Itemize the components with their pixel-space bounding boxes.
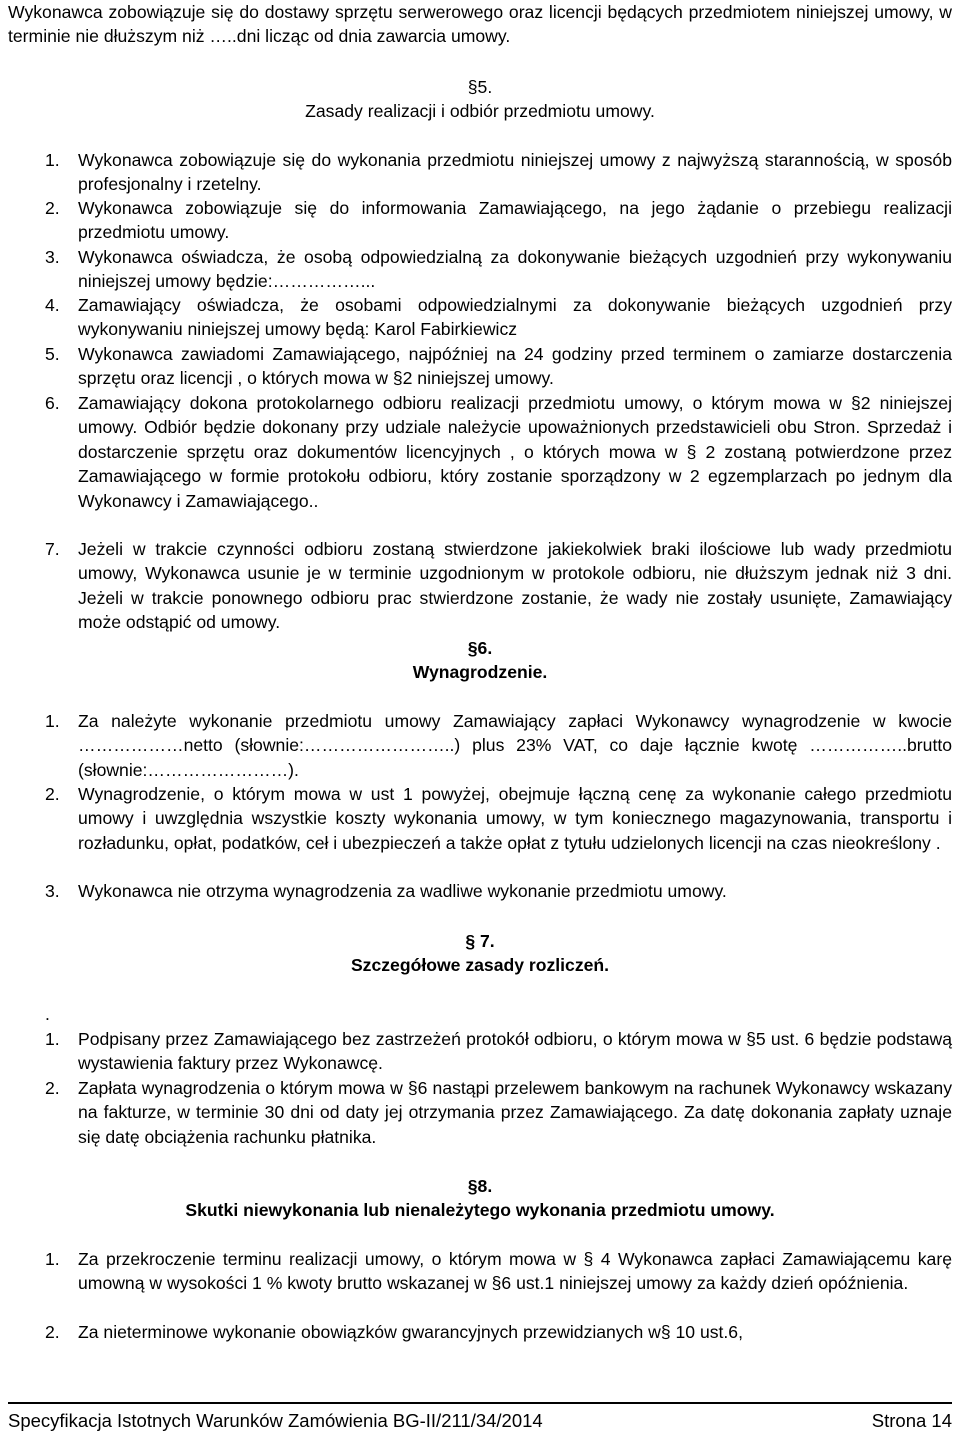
list-item-text: Zapłata wynagrodzenia o którym mowa w §6 nastąpi przelewem bankowym na rachunek Wykonawcy wskazany na fakturze, w terminie 30 dni od daty jej otrzymania przez Zamawiającego. Za datę dokonania zapłaty uznaje się datę obciążenia rachunku płatnika. [78, 1078, 952, 1147]
section-7-title: Szczegółowe zasady rozliczeń. [350, 955, 610, 975]
footer-document-title: Specyfikacja Istotnych Warunków Zamówienia BG-II/211/34/2014 [8, 1410, 543, 1431]
section-5-number: §5. [467, 77, 493, 97]
intro-paragraph: Wykonawca zobowiązuje się do dostawy sprzętu serwerowego oraz licencji będących przedmiotem niniejszej umowy, w terminie nie dłuższym niż …..dni licząc od dnia zawarcia umowy. [8, 2, 952, 47]
stray-dot: . [45, 1004, 50, 1024]
section-8-title: Skutki niewykonania lub nienależytego wykonania przedmiotu umowy. [185, 1200, 775, 1220]
list-item-number: 2. [45, 1322, 60, 1342]
list-item-text: Jeżeli w trakcie czynności odbioru zostaną stwierdzone jakiekolwiek braki ilościowe lub wady przedmiotu umowy, Wykonawca usunie je w terminie uzgodnionym w protokole odbioru, nie dłuższym jednak niż 3 dni. Jeżeli w trakcie ponownego odbioru prac stwierdzone zostanie, że wady nie zostały usunięte, Zamawiający może odstąpić od umowy. [78, 539, 952, 633]
list-item-number: 3. [45, 247, 60, 267]
list-item-text: Za należyte wykonanie przedmiotu umowy Zamawiający zapłaci Wykonawcy wynagrodzenie w kwocie ………………netto (słownie:……………………..) plus 23% VAT, co daje łącznie kwotę ……………..brutto (słownie:……………………). [78, 711, 952, 780]
list-item-number: 7. [45, 539, 60, 559]
list-item-number: 2. [45, 198, 60, 218]
footer-divider [8, 1402, 952, 1404]
list-item-number: 1. [45, 150, 60, 170]
list-item-text: Wykonawca zobowiązuje się do informowania Zamawiającego, na jego żądanie o przebiegu realizacji przedmiotu umowy. [78, 198, 952, 243]
list-item-text: Wykonawca oświadcza, że osobą odpowiedzialną za dokonywanie bieżących uzgodnień przy wykonywaniu niniejszej umowy będzie:……………... [78, 247, 952, 292]
list-item-text: Za przekroczenie terminu realizacji umowy, o którym mowa w § 4 Wykonawca zapłaci Zamawiającemu karę umowną w wysokości 1 % kwoty brutto wskazanej w §6 ust.1 niniejszej umowy za każdy dzień opóźnienia. [78, 1249, 952, 1294]
list-item-number: 4. [45, 295, 60, 315]
list-item-number: 5. [45, 344, 60, 364]
list-item-text: Wynagrodzenie, o którym mowa w ust 1 powyżej, obejmuje łączną cenę za wykonanie całego przedmiotu umowy i uwzględnia wszystkie koszty wykonania umowy, w tym koniecznego magazynowania, transportu i rozładunku, opłat, podatków, ceł i ubezpieczeń a także opłat z tytułu udzielonych licencji na czas nieokreślony . [78, 784, 952, 853]
section-7-number: § 7. [465, 931, 495, 951]
section-6-title: Wynagrodzenie. [412, 662, 548, 682]
list-item-number: 2. [45, 1078, 60, 1098]
section-5-title: Zasady realizacji i odbiór przedmiotu umowy. [305, 101, 655, 121]
list-item-text: Zamawiający dokona protokolarnego odbioru realizacji przedmiotu umowy, o którym mowa w §2 niniejszej umowy. Odbiór będzie dokonany przy udziale należycie upoważnionych przedstawicieli obu Stron. Sprzedaż i dostarczenie sprzętu oraz dokumentów licencyjnych , o których mowa w § 2 zostaną potwierdzone przez Zamawiającego w formie protokołu odbioru, który zostanie sporządzony w 2 egzemplarzach po jednym dla Wykonawcy i Zamawiającego.. [78, 393, 952, 511]
list-item-number: 1. [45, 1029, 60, 1049]
list-item-number: 2. [45, 784, 60, 804]
list-item-text: Wykonawca nie otrzyma wynagrodzenia za wadliwe wykonanie przedmiotu umowy. [78, 881, 727, 901]
list-item-text: Wykonawca zawiadomi Zamawiającego, najpóźniej na 24 godziny przed terminem o zamiarze dostarczenia sprzętu oraz licencji , o których mowa w §2 niniejszej umowy. [78, 344, 952, 389]
list-item-number: 3. [45, 881, 60, 901]
list-item-number: 6. [45, 393, 60, 413]
list-item-number: 1. [45, 1249, 60, 1269]
list-item-text: Za nieterminowe wykonanie obowiązków gwarancyjnych przewidzianych w§ 10 ust.6, [78, 1322, 743, 1342]
list-item-number: 1. [45, 711, 60, 731]
section-6-number: §6. [467, 638, 493, 658]
list-item-text: Podpisany przez Zamawiającego bez zastrzeżeń protokół odbioru, o którym mowa w §5 ust. 6 będzie podstawą wystawienia faktury przez Wykonawcę. [78, 1029, 952, 1074]
list-item-text: Zamawiający oświadcza, że osobami odpowiedzialnymi za dokonywanie bieżących uzgodnień przy wykonywaniu niniejszej umowy będą: Karol Fabirkiewicz [78, 295, 952, 340]
footer-page-number: Strona 14 [871, 1410, 952, 1431]
section-8-number: §8. [467, 1176, 493, 1196]
list-item-text: Wykonawca zobowiązuje się do wykonania przedmiotu niniejszej umowy z najwyższą starannością, w sposób profesjonalny i rzetelny. [78, 150, 952, 195]
